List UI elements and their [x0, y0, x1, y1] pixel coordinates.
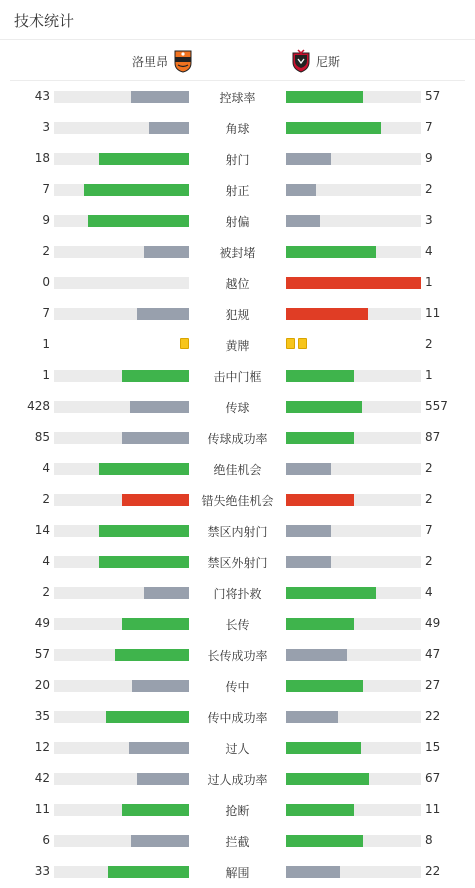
stat-label: 控球率 [219, 91, 256, 105]
stats-list [0, 81, 475, 887]
yellow-card-icon [180, 338, 189, 349]
away-stat-bar [286, 246, 421, 258]
away-stat-bar-fill [286, 370, 354, 382]
stat-row [0, 670, 475, 701]
home-stat-bar [54, 835, 189, 847]
away-stat-bar-fill [286, 649, 347, 661]
stat-label: 角球 [225, 122, 250, 136]
home-stat-bar [54, 649, 189, 661]
stat-label: 传中成功率 [207, 711, 268, 725]
home-stat-bar [54, 866, 189, 878]
away-stat-bar [286, 711, 421, 723]
stat-row [0, 732, 475, 763]
stat-label: 禁区外射门 [207, 556, 268, 570]
home-stat-bar-fill [144, 246, 189, 258]
stat-label: 射正 [225, 184, 250, 198]
away-stat-bar [286, 618, 421, 630]
stat-row [0, 825, 475, 856]
home-stat-bar [54, 122, 189, 134]
home-stat-bar [54, 556, 189, 568]
home-stat-bar-fill [137, 308, 190, 320]
away-stat-value: 9 [425, 151, 433, 165]
stat-label: 射偏 [225, 215, 250, 229]
away-stat-bar [286, 556, 421, 568]
away-stat-value: 4 [425, 585, 433, 599]
home-stat-value: 1 [42, 368, 50, 382]
home-stat-bar [54, 742, 189, 754]
home-stat-bar [54, 432, 189, 444]
home-stat-bar-fill [132, 680, 190, 692]
away-stat-bar-fill [286, 184, 316, 196]
home-stat-value: 35 [34, 709, 50, 723]
home-stat-bar-fill [122, 804, 190, 816]
away-stat-value: 4 [425, 244, 433, 258]
home-stat-bar-fill [122, 494, 190, 506]
away-stat-value: 8 [425, 833, 433, 847]
home-stat-bar-fill [131, 91, 189, 103]
home-stat-bar [54, 308, 189, 320]
stat-label: 过人 [225, 742, 250, 756]
home-stat-bar [54, 463, 189, 475]
home-stat-bar-fill [122, 618, 190, 630]
away-stat-bar [286, 184, 421, 196]
home-stat-bar-fill [129, 742, 189, 754]
away-team-name: 尼斯 [316, 54, 341, 69]
stat-label: 解围 [225, 866, 250, 880]
away-stat-value: 11 [425, 306, 441, 320]
home-stat-value: 11 [34, 802, 50, 816]
home-stat-value: 3 [42, 120, 50, 134]
stat-label: 黄牌 [225, 339, 250, 353]
home-stat-value: 2 [42, 585, 50, 599]
lorient-crest-icon [174, 49, 192, 73]
home-stat-bar-fill [99, 525, 189, 537]
home-stat-value: 12 [34, 740, 50, 754]
stat-row [0, 143, 475, 174]
stat-row [0, 856, 475, 887]
stat-row [0, 484, 475, 515]
home-stat-value: 33 [34, 864, 50, 878]
home-stat-bar-fill [122, 370, 190, 382]
home-stat-bar [54, 215, 189, 227]
away-stat-bar-fill [286, 866, 340, 878]
away-stat-value: 7 [425, 523, 433, 537]
home-stat-bar [54, 153, 189, 165]
home-stat-value: 42 [34, 771, 50, 785]
stat-label: 传球 [225, 401, 250, 415]
home-stat-bar-fill [88, 215, 189, 227]
away-stat-bar [286, 153, 421, 165]
away-stat-bar-fill [286, 742, 361, 754]
stat-row [0, 608, 475, 639]
home-stat-bar [54, 525, 189, 537]
stat-row [0, 360, 475, 391]
stat-row [0, 174, 475, 205]
away-stat-bar-fill [286, 463, 331, 475]
away-stat-bar-fill [286, 401, 362, 413]
stat-row [0, 391, 475, 422]
home-stat-bar-fill [122, 432, 189, 444]
away-stat-value: 2 [425, 182, 433, 196]
away-stat-bar [286, 866, 421, 878]
away-stat-bar-fill [286, 556, 331, 568]
stat-row [0, 794, 475, 825]
home-stat-value: 9 [42, 213, 50, 227]
away-stat-value: 15 [425, 740, 441, 754]
away-stat-bar-fill [286, 215, 320, 227]
stat-row [0, 329, 475, 360]
home-stat-value: 7 [42, 182, 50, 196]
away-stat-bar [286, 122, 421, 134]
stat-label: 被封堵 [219, 246, 256, 260]
away-stat-value: 57 [425, 89, 441, 103]
stat-label: 拦截 [225, 835, 250, 849]
stat-label: 犯规 [225, 308, 250, 322]
away-stat-value: 47 [425, 647, 441, 661]
away-stat-value: 2 [425, 492, 433, 506]
away-stat-value: 2 [425, 337, 433, 351]
away-stat-bar-fill [286, 277, 421, 289]
home-stat-bar [54, 246, 189, 258]
away-stat-bar-fill [286, 680, 363, 692]
stat-label: 抢断 [225, 804, 250, 818]
stat-label: 错失绝佳机会 [201, 494, 274, 508]
stat-row [0, 81, 475, 112]
stat-row [0, 701, 475, 732]
home-stat-value: 43 [34, 89, 50, 103]
away-stat-bar-fill [286, 494, 354, 506]
home-stat-bar-fill [84, 184, 189, 196]
away-stat-bar-fill [286, 153, 331, 165]
stat-label: 长传成功率 [207, 649, 268, 663]
home-stat-value: 20 [34, 678, 50, 692]
home-stat-value: 18 [34, 151, 50, 165]
away-stat-value: 22 [425, 709, 441, 723]
away-stat-value: 1 [425, 368, 433, 382]
home-stat-bar [54, 618, 189, 630]
home-stat-bar [54, 277, 189, 289]
away-stat-bar [286, 742, 421, 754]
away-stat-bar-fill [286, 308, 368, 320]
stat-label: 门将扑救 [213, 587, 262, 601]
home-stat-bar-fill [144, 587, 189, 599]
stat-row [0, 639, 475, 670]
home-stat-value: 14 [34, 523, 50, 537]
away-stat-bar [286, 91, 421, 103]
home-stat-value: 0 [42, 275, 50, 289]
stat-label: 禁区内射门 [207, 525, 268, 539]
home-stat-value: 428 [27, 399, 50, 413]
away-stat-bar-fill [286, 432, 354, 444]
home-stat-value: 2 [42, 492, 50, 506]
nice-crest-icon [292, 49, 310, 73]
home-team[interactable] [126, 41, 192, 81]
home-stat-bar-fill [131, 835, 189, 847]
away-stat-value: 3 [425, 213, 433, 227]
home-stat-bar [54, 711, 189, 723]
home-stat-value: 2 [42, 244, 50, 258]
away-stat-bar-fill [286, 618, 354, 630]
away-stat-bar-fill [286, 711, 338, 723]
stat-row [0, 298, 475, 329]
home-stat-bar-fill [149, 122, 190, 134]
stat-label: 越位 [225, 277, 250, 291]
away-stat-value: 11 [425, 802, 441, 816]
home-stat-bar [54, 680, 189, 692]
page-header [0, 0, 475, 40]
home-team-name: 洛里昂 [132, 54, 169, 69]
home-stat-bar [54, 494, 189, 506]
teams-header [10, 41, 465, 81]
away-stat-value: 2 [425, 461, 433, 475]
away-stat-bar-fill [286, 525, 331, 537]
home-stat-bar-fill [137, 773, 189, 785]
stat-row [0, 267, 475, 298]
away-stat-bar [286, 494, 421, 506]
stat-row [0, 546, 475, 577]
home-stat-bar [54, 587, 189, 599]
home-stat-bar-fill [115, 649, 189, 661]
home-stat-value: 7 [42, 306, 50, 320]
home-stat-bar [54, 184, 189, 196]
away-stat-bar [286, 277, 421, 289]
stat-row [0, 112, 475, 143]
away-stat-bar [286, 308, 421, 320]
home-stat-value: 57 [34, 647, 50, 661]
away-stat-bar [286, 215, 421, 227]
away-stat-bar [286, 804, 421, 816]
away-stat-bar-fill [286, 122, 381, 134]
stat-row [0, 577, 475, 608]
stat-label: 传球成功率 [207, 432, 268, 446]
home-stat-bar-fill [108, 866, 189, 878]
away-stat-value: 87 [425, 430, 441, 444]
home-stat-bar-fill [99, 556, 189, 568]
away-stat-bar [286, 432, 421, 444]
stat-row [0, 205, 475, 236]
home-stat-bar [54, 804, 189, 816]
home-stat-bar-fill [99, 463, 189, 475]
stat-label: 绝佳机会 [213, 463, 262, 477]
away-stat-value: 22 [425, 864, 441, 878]
away-stat-bar-fill [286, 835, 363, 847]
stat-label: 击中门框 [213, 370, 262, 384]
home-stat-value: 4 [42, 554, 50, 568]
away-stat-value: 27 [425, 678, 441, 692]
away-stat-value: 557 [425, 399, 448, 413]
home-yellow-cards [54, 338, 189, 349]
away-stat-bar-fill [286, 587, 376, 599]
home-stat-bar [54, 401, 189, 413]
away-stat-bar-fill [286, 804, 354, 816]
away-stat-value: 7 [425, 120, 433, 134]
home-stat-bar [54, 370, 189, 382]
away-stat-bar [286, 587, 421, 599]
stat-label: 长传 [225, 618, 250, 632]
home-stat-value: 85 [34, 430, 50, 444]
away-stat-bar [286, 401, 421, 413]
away-stat-bar [286, 773, 421, 785]
away-stat-value: 1 [425, 275, 433, 289]
page-title: 技术统计 [14, 12, 75, 30]
stat-row [0, 453, 475, 484]
yellow-card-icon [298, 338, 307, 349]
stat-label: 传中 [225, 680, 250, 694]
away-stat-bar-fill [286, 91, 363, 103]
stat-row [0, 236, 475, 267]
away-stat-bar-fill [286, 773, 369, 785]
stat-label: 射门 [225, 153, 250, 167]
home-stat-bar [54, 91, 189, 103]
home-stat-bar-fill [99, 153, 189, 165]
home-stat-bar-fill [130, 401, 189, 413]
away-stat-bar-fill [286, 246, 376, 258]
stat-row [0, 763, 475, 794]
home-stat-value: 4 [42, 461, 50, 475]
stat-row [0, 515, 475, 546]
away-stat-value: 67 [425, 771, 441, 785]
away-yellow-cards [286, 338, 421, 349]
home-stat-bar-fill [106, 711, 189, 723]
stat-row [0, 422, 475, 453]
away-stat-value: 2 [425, 554, 433, 568]
home-stat-bar [54, 773, 189, 785]
away-stat-bar [286, 649, 421, 661]
yellow-card-icon [286, 338, 295, 349]
away-team[interactable] [292, 41, 346, 81]
home-stat-value: 49 [34, 616, 50, 630]
away-stat-bar [286, 835, 421, 847]
home-stat-value: 1 [42, 337, 50, 351]
stat-label: 过人成功率 [207, 773, 268, 787]
away-stat-value: 49 [425, 616, 441, 630]
home-stat-value: 6 [42, 833, 50, 847]
away-stat-bar [286, 525, 421, 537]
away-stat-bar [286, 370, 421, 382]
away-stat-bar [286, 463, 421, 475]
away-stat-bar [286, 680, 421, 692]
